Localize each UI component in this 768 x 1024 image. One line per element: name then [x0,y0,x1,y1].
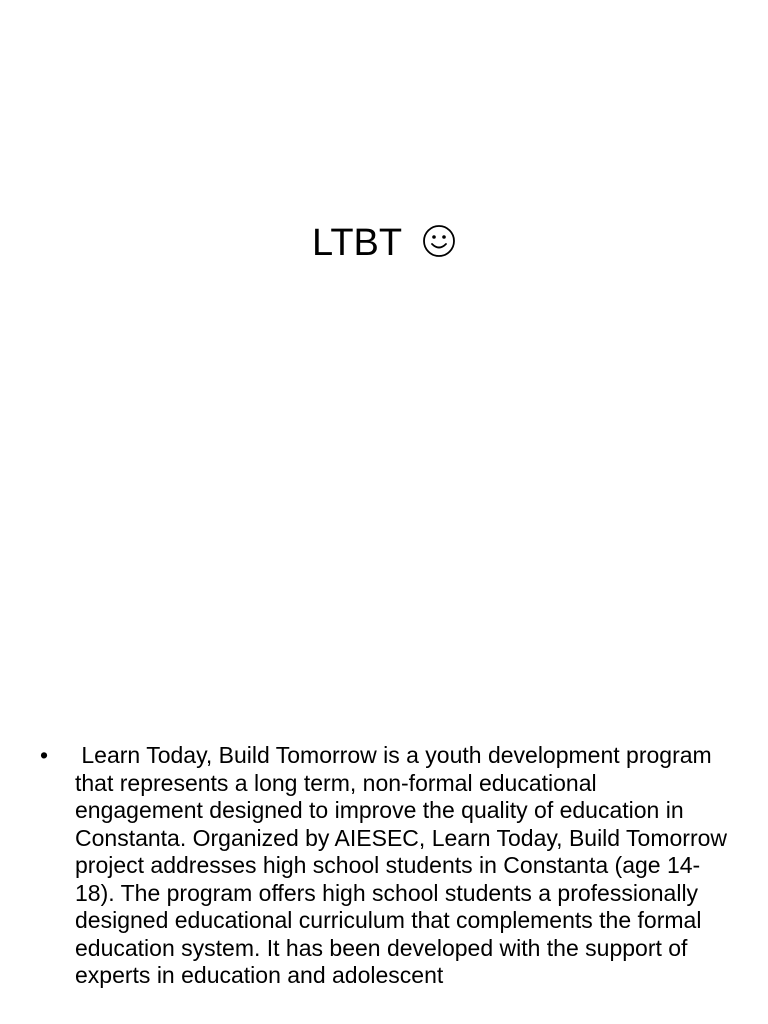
bullet-point: • [40,742,49,768]
slide-title [0,218,768,271]
slide-title-text: LTBT [312,222,402,264]
bullet-list-item [40,742,734,990]
smiley-face-icon [422,221,456,271]
bullet-paragraph: Learn Today, Build Tomorrow is a youth development program that represents a long term, non-formal educational engagement designed to improve the quality of education in Constanta. Organized by AIESEC, Learn Today, Build Tomorrow project addresses high school students in Constanta (age 14-18). The program offers high school students a professionally designed educational curriculum that complements the formal education system. It has been developed with the support of experts in education and adolescent [75,742,734,988]
